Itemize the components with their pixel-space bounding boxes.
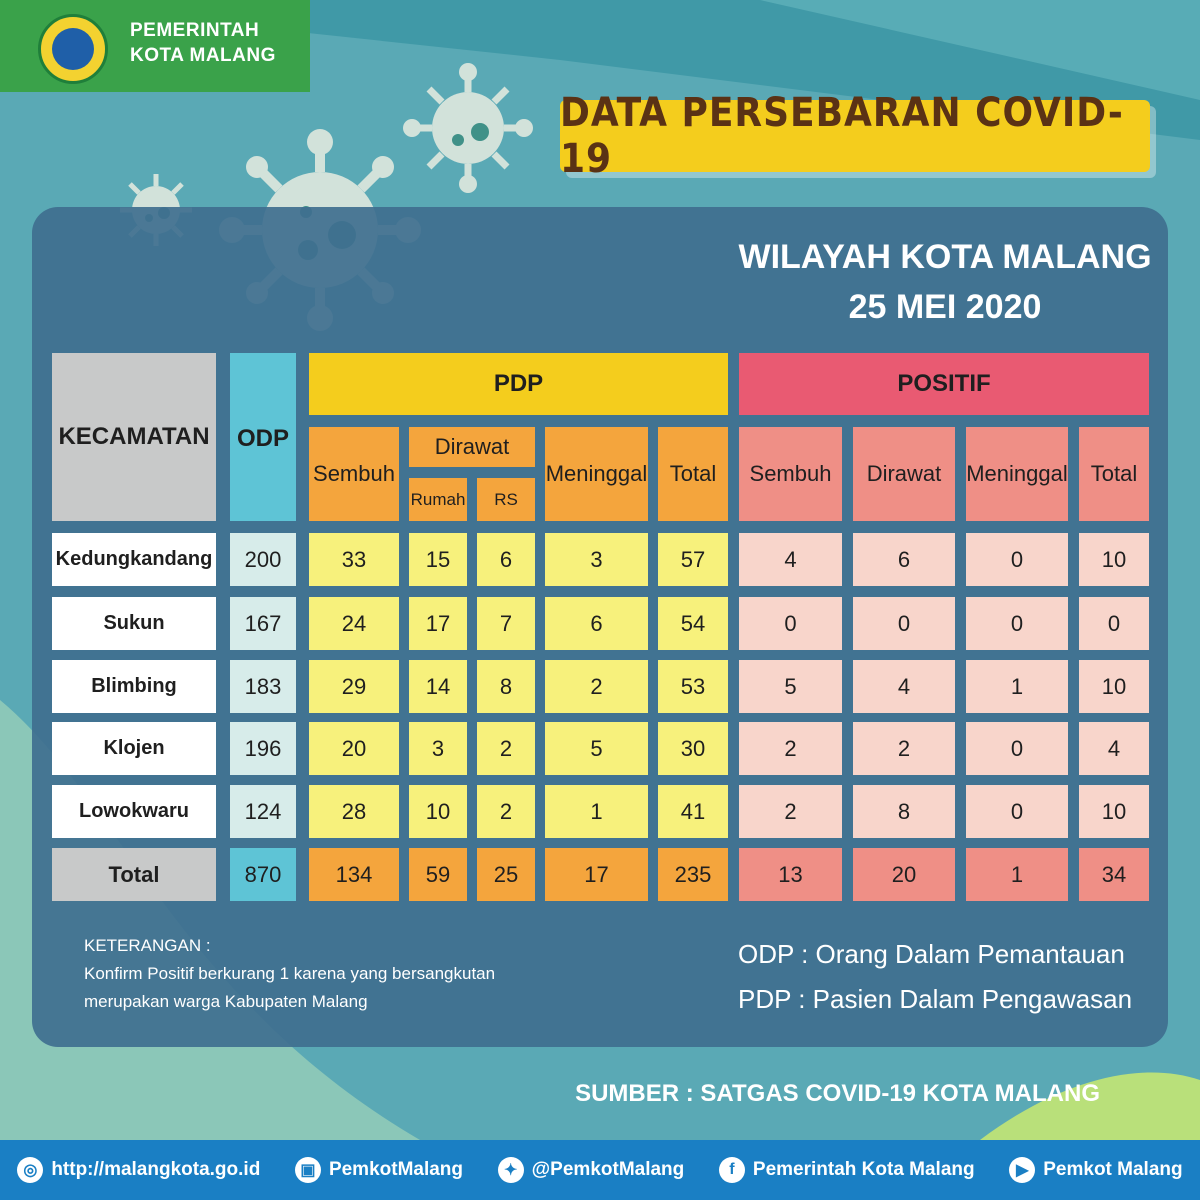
legend-odp: ODP : Orang Dalam Pemantauan xyxy=(738,939,1125,969)
website-label: http://malangkota.go.id xyxy=(51,1159,261,1180)
cell-pdp-rumah: 15 xyxy=(409,533,467,586)
youtube-icon: ▶ xyxy=(1009,1157,1035,1183)
cell-pdp-meninggal: 3 xyxy=(545,533,648,586)
cell-pos-dirawat: 4 xyxy=(853,660,955,713)
cell-kecamatan: Klojen xyxy=(52,722,216,775)
cell-pdp-total: 235 xyxy=(658,848,728,901)
cell-pdp-total: 41 xyxy=(658,785,728,838)
region-title: WILAYAH KOTA MALANG xyxy=(738,238,1152,276)
cell-pos-total: 10 xyxy=(1079,660,1149,713)
cell-pos-dirawat: 20 xyxy=(853,848,955,901)
cell-pdp-total: 57 xyxy=(658,533,728,586)
header-odp: ODP xyxy=(230,353,296,521)
cell-pdp-rumah: 14 xyxy=(409,660,467,713)
cell-pos-total: 10 xyxy=(1079,785,1149,838)
organization-name xyxy=(130,18,276,68)
header-kecamatan: KECAMATAN xyxy=(52,353,216,521)
cell-pos-meninggal: 1 xyxy=(966,848,1068,901)
footer-facebook-link[interactable] xyxy=(719,1157,975,1183)
org-line-1: PEMERINTAH xyxy=(130,20,260,41)
cell-pdp-sembuh: 20 xyxy=(309,722,399,775)
page-title: DATA PERSEBARAN COVID-19 xyxy=(560,90,1124,182)
cell-pdp-rs: 8 xyxy=(477,660,535,713)
note-line-1: Konfirm Positif berkurang 1 karena yang bersangkutan xyxy=(84,964,496,983)
report-date: 25 MEI 2020 xyxy=(848,288,1042,326)
cell-odp: 167 xyxy=(230,597,296,650)
cell-pdp-total: 54 xyxy=(658,597,728,650)
footer-instagram-link[interactable] xyxy=(295,1157,463,1183)
cell-kecamatan: Kedungkandang xyxy=(52,533,216,586)
facebook-label: Pemerintah Kota Malang xyxy=(752,1159,975,1180)
twitter-icon: ✦ xyxy=(498,1157,524,1183)
footer-website-link[interactable] xyxy=(17,1157,260,1183)
twitter-label: @PemkotMalang xyxy=(531,1159,685,1180)
cell-odp: 870 xyxy=(230,848,296,901)
header-pos-total: Total xyxy=(1079,427,1149,521)
cell-pdp-rs: 6 xyxy=(477,533,535,586)
legend-block xyxy=(738,932,1132,1022)
cell-pos-dirawat: 6 xyxy=(853,533,955,586)
source-credit: SUMBER : SATGAS COVID-19 KOTA MALANG xyxy=(575,1080,1100,1107)
cell-pos-sembuh: 4 xyxy=(739,533,842,586)
cell-pos-total: 0 xyxy=(1079,597,1149,650)
cell-pos-dirawat: 8 xyxy=(853,785,955,838)
footer-twitter-link[interactable] xyxy=(498,1157,685,1183)
instagram-label: PemkotMalang xyxy=(328,1159,464,1180)
cell-pdp-sembuh: 28 xyxy=(309,785,399,838)
cell-pos-meninggal: 0 xyxy=(966,533,1068,586)
header-pos-meninggal: Meninggal xyxy=(966,427,1068,521)
cell-pdp-sembuh: 134 xyxy=(309,848,399,901)
cell-pos-meninggal: 0 xyxy=(966,722,1068,775)
header-pdp-sembuh: Sembuh xyxy=(309,427,399,521)
header-pos-dirawat: Dirawat xyxy=(853,427,955,521)
cell-pos-total: 34 xyxy=(1079,848,1149,901)
cell-pos-sembuh: 13 xyxy=(739,848,842,901)
cell-pdp-sembuh: 33 xyxy=(309,533,399,586)
header-pdp-rumah: Rumah xyxy=(409,478,467,521)
header-pdp: PDP xyxy=(309,353,728,415)
cell-pdp-meninggal: 1 xyxy=(545,785,648,838)
cell-pdp-rumah: 3 xyxy=(409,722,467,775)
globe-icon: ◎ xyxy=(17,1157,43,1183)
cell-pos-sembuh: 2 xyxy=(739,785,842,838)
cell-kecamatan: Total xyxy=(52,848,216,901)
cell-odp: 196 xyxy=(230,722,296,775)
cell-pdp-rumah: 59 xyxy=(409,848,467,901)
cell-pdp-meninggal: 6 xyxy=(545,597,648,650)
note-line-2: merupakan warga Kabupaten Malang xyxy=(84,992,368,1011)
cell-pos-sembuh: 5 xyxy=(739,660,842,713)
youtube-label: Pemkot Malang xyxy=(1043,1159,1183,1180)
cell-pos-meninggal: 0 xyxy=(966,597,1068,650)
cell-pos-total: 10 xyxy=(1079,533,1149,586)
header-pdp-total: Total xyxy=(658,427,728,521)
city-logo-icon xyxy=(38,14,108,84)
legend-pdp: PDP : Pasien Dalam Pengawasan xyxy=(738,984,1133,1014)
footer-youtube-link[interactable] xyxy=(1009,1157,1182,1183)
cell-pdp-total: 30 xyxy=(658,722,728,775)
title-banner xyxy=(560,90,1150,182)
cell-pos-dirawat: 0 xyxy=(853,597,955,650)
org-line-2: KOTA MALANG xyxy=(130,45,276,66)
header-pdp-meninggal: Meninggal xyxy=(545,427,648,521)
cell-pdp-sembuh: 29 xyxy=(309,660,399,713)
header-pos-sembuh: Sembuh xyxy=(739,427,842,521)
note-heading: KETERANGAN : xyxy=(84,936,211,955)
cell-odp: 183 xyxy=(230,660,296,713)
cell-pdp-total: 53 xyxy=(658,660,728,713)
cell-kecamatan: Lowokwaru xyxy=(52,785,216,838)
cell-pdp-rumah: 10 xyxy=(409,785,467,838)
cell-pdp-meninggal: 17 xyxy=(545,848,648,901)
header-positif: POSITIF xyxy=(739,353,1149,415)
cell-kecamatan: Sukun xyxy=(52,597,216,650)
cell-pos-dirawat: 2 xyxy=(853,722,955,775)
cell-pdp-meninggal: 5 xyxy=(545,722,648,775)
cell-pos-sembuh: 0 xyxy=(739,597,842,650)
cell-pdp-rumah: 17 xyxy=(409,597,467,650)
cell-odp: 124 xyxy=(230,785,296,838)
cell-pdp-sembuh: 24 xyxy=(309,597,399,650)
note-block xyxy=(84,932,495,1016)
facebook-icon: f xyxy=(719,1157,745,1183)
footer-bar xyxy=(0,1140,1200,1200)
instagram-icon: ▣ xyxy=(295,1157,321,1183)
cell-pdp-rs: 25 xyxy=(477,848,535,901)
region-date xyxy=(700,232,1190,332)
header-pdp-rs: RS xyxy=(477,478,535,521)
cell-odp: 200 xyxy=(230,533,296,586)
cell-pos-sembuh: 2 xyxy=(739,722,842,775)
cell-pdp-rs: 7 xyxy=(477,597,535,650)
cell-pdp-rs: 2 xyxy=(477,722,535,775)
cell-pos-meninggal: 0 xyxy=(966,785,1068,838)
cell-pdp-meninggal: 2 xyxy=(545,660,648,713)
cell-pdp-rs: 2 xyxy=(477,785,535,838)
cell-pos-meninggal: 1 xyxy=(966,660,1068,713)
header-pdp-dirawat: Dirawat xyxy=(409,427,535,467)
cell-pos-total: 4 xyxy=(1079,722,1149,775)
cell-kecamatan: Blimbing xyxy=(52,660,216,713)
